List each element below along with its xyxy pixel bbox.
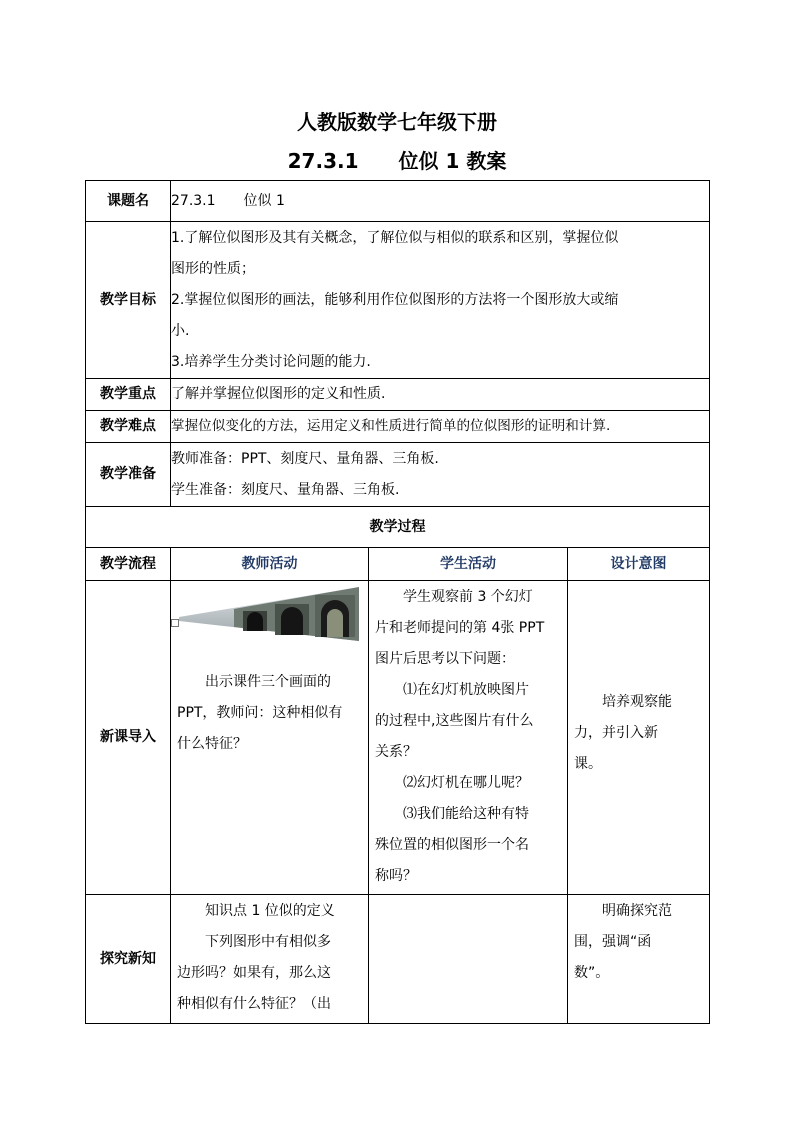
intro-student-line: 称吗？ bbox=[375, 868, 417, 884]
intro-intent-cell bbox=[568, 581, 710, 895]
preparation-line: 教师准备：PPT、刻度尺、量角器、三角板. bbox=[171, 450, 439, 467]
explore-teacher-line: 下列图形中有相似多 bbox=[205, 934, 331, 950]
col-teacher-header: 教师活动 bbox=[171, 548, 369, 581]
objectives-label: 教学目标 bbox=[86, 222, 171, 379]
col-flow-header: 教学流程 bbox=[86, 548, 171, 581]
explore-intent-line: 数”。 bbox=[574, 965, 610, 981]
lesson-plan-table bbox=[85, 180, 710, 1024]
row-difficulties bbox=[86, 411, 710, 443]
explore-teacher-cell bbox=[171, 895, 369, 1024]
preparation-label: 教学准备 bbox=[86, 443, 171, 507]
intro-student-line: 殊位置的相似图形一个名 bbox=[375, 837, 529, 853]
explore-label: 探究新知 bbox=[86, 895, 171, 1024]
explore-intent-line: 明确探究范 bbox=[602, 903, 672, 919]
intro-student-line: ⑶我们能给这种有特 bbox=[403, 806, 529, 822]
intro-student-line: ⑵幻灯机在哪儿呢？ bbox=[403, 775, 529, 791]
ppt-slide-image bbox=[171, 587, 368, 647]
intro-student-line: 的过程中,这些图片有什么 bbox=[375, 713, 534, 729]
document-title: 人教版数学七年级下册 bbox=[297, 110, 497, 134]
explore-teacher-line: 边形吗？如果有，那么这 bbox=[177, 965, 331, 981]
intro-student-line: 片和老师提问的第 4张 PPT bbox=[375, 620, 545, 636]
key-points-value: 了解并掌握位似图形的定义和性质. bbox=[171, 379, 710, 411]
row-objectives bbox=[86, 222, 710, 379]
key-points-label: 教学重点 bbox=[86, 379, 171, 411]
objective-line: 3.培养学生分类讨论问题的能力. bbox=[171, 353, 371, 370]
row-process-heading bbox=[86, 507, 710, 548]
explore-teacher-line: 知识点 1 位似的定义 bbox=[205, 903, 335, 919]
objectives-content bbox=[171, 222, 710, 379]
preparation-line: 学生准备：刻度尺、量角器、三角板. bbox=[171, 481, 400, 498]
row-column-headers bbox=[86, 548, 710, 581]
objective-line: 2.掌握位似图形的画法，能够利用作位似图形的方法将一个图形放大或缩 bbox=[171, 291, 619, 308]
row-intro bbox=[86, 581, 710, 895]
intro-intent-line: 培养观察能 bbox=[602, 694, 672, 710]
difficulties-value: 掌握位似变化的方法，运用定义和性质进行简单的位似图形的证明和计算. bbox=[171, 411, 710, 443]
difficulties-label: 教学难点 bbox=[86, 411, 171, 443]
explore-intent-line: 围，强调“函 bbox=[574, 934, 652, 950]
intro-teacher-line: 什么特征？ bbox=[177, 736, 247, 752]
ppt-slide-image-icon bbox=[179, 587, 359, 641]
intro-student-line: 学生观察前 3 个幻灯 bbox=[403, 589, 533, 605]
process-heading: 教学过程 bbox=[86, 507, 710, 548]
intro-intent-line: 课。 bbox=[574, 756, 602, 772]
row-topic bbox=[86, 181, 710, 222]
col-student-header: 学生活动 bbox=[369, 548, 568, 581]
intro-student-line: 关系？ bbox=[375, 744, 417, 760]
explore-intent-cell bbox=[568, 895, 710, 1024]
row-key-points bbox=[86, 379, 710, 411]
topic-label: 课题名 bbox=[86, 181, 171, 222]
intro-teacher-line: 出示课件三个画面的 bbox=[205, 674, 331, 690]
intro-student-cell bbox=[369, 581, 568, 895]
image-handle-icon bbox=[171, 619, 179, 627]
intro-intent-line: 力，并引入新 bbox=[574, 725, 658, 741]
intro-teacher-line: PPT，教师问：这种相似有 bbox=[177, 705, 343, 721]
row-preparation bbox=[86, 443, 710, 507]
topic-value: 27.3.1 位似 1 bbox=[171, 181, 710, 222]
preparation-content bbox=[171, 443, 710, 507]
explore-teacher-line: 种相似有什么特征？（出 bbox=[177, 996, 331, 1012]
objective-line: 图形的性质； bbox=[171, 260, 255, 277]
explore-student-cell bbox=[369, 895, 568, 1024]
intro-student-line: 图片后思考以下问题： bbox=[375, 651, 515, 667]
objective-line: 小. bbox=[171, 322, 190, 339]
intro-label: 新课导入 bbox=[86, 581, 171, 895]
objective-line: 1.了解位似图形及其有关概念，了解位似与相似的联系和区别，掌握位似 bbox=[171, 229, 619, 246]
col-intent-header: 设计意图 bbox=[568, 548, 710, 581]
intro-student-line: ⑴在幻灯机放映图片 bbox=[403, 682, 529, 698]
intro-teacher-cell bbox=[171, 581, 369, 895]
document-subtitle: 27.3.1 位似 1 教案 bbox=[287, 149, 507, 173]
row-explore bbox=[86, 895, 710, 1024]
